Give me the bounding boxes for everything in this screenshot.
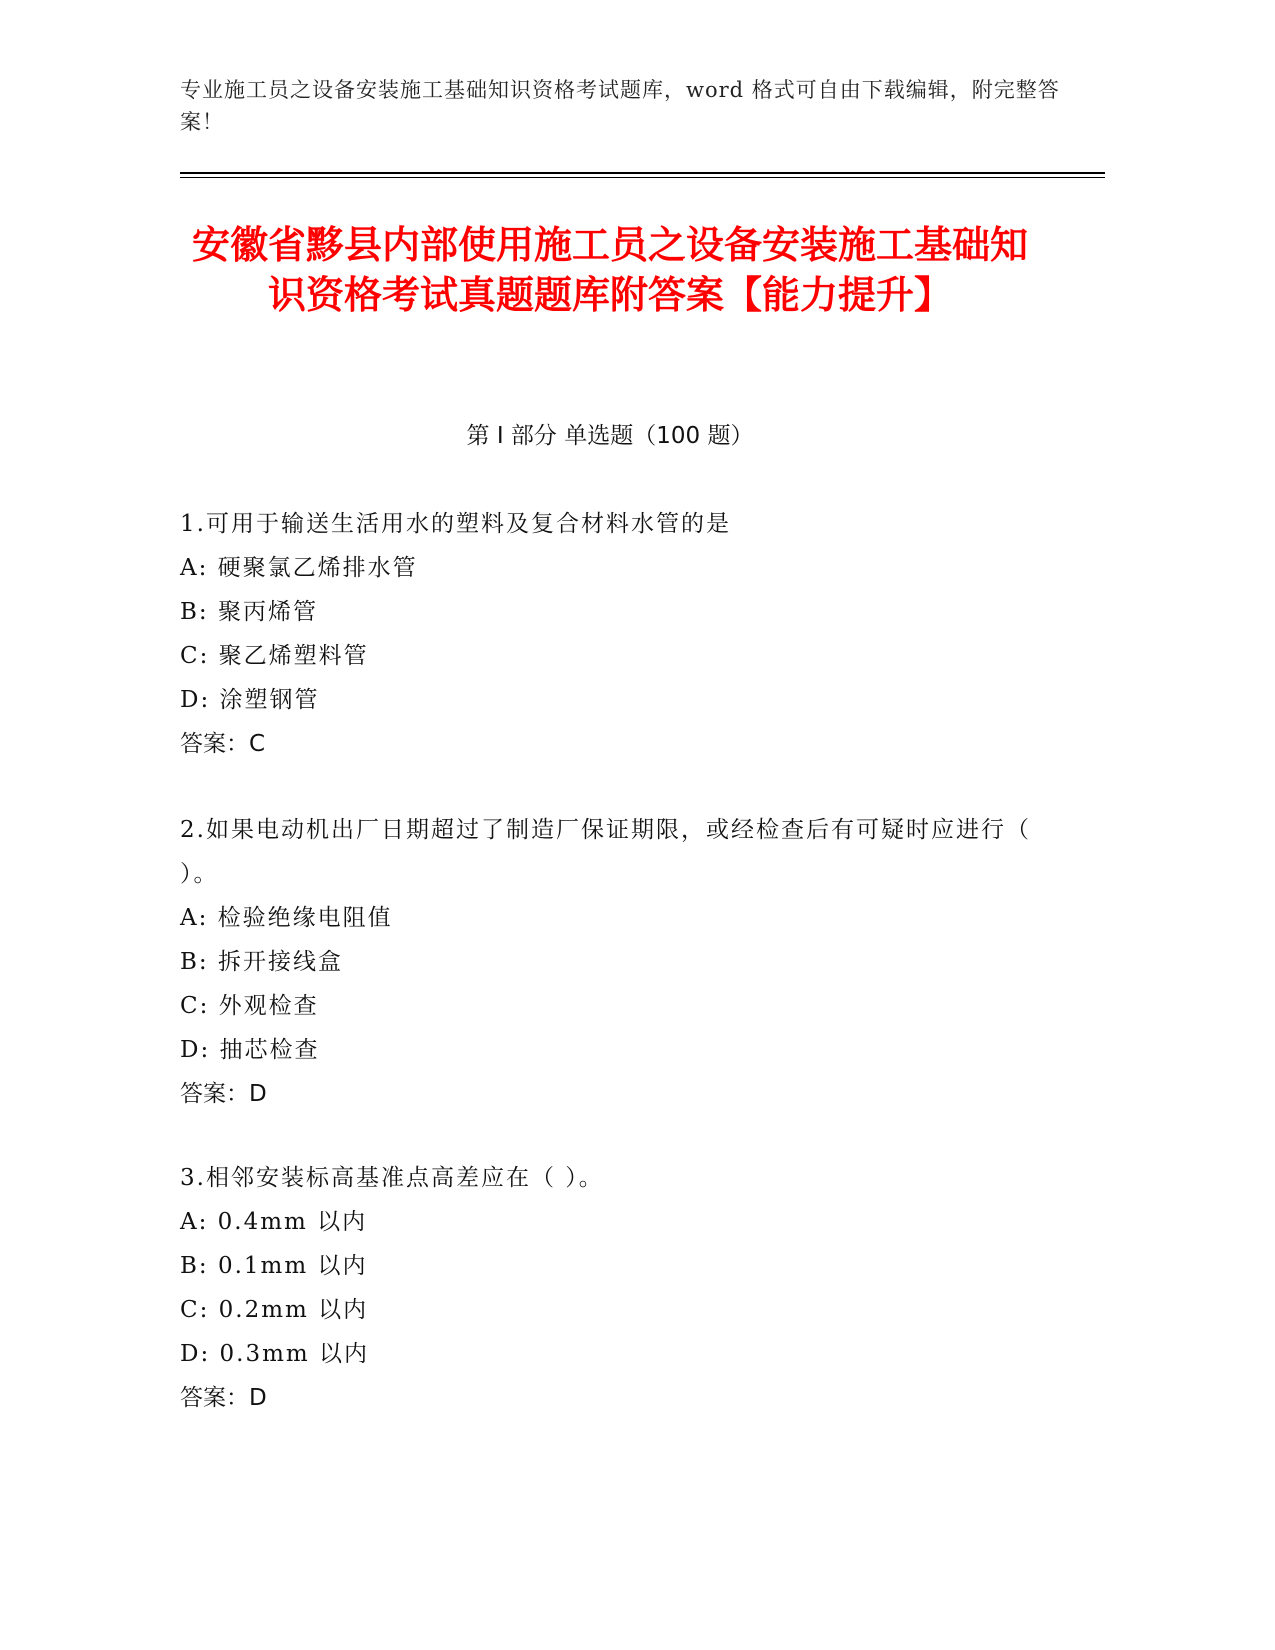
option-a: A: 检验绝缘电阻值 [180,905,393,931]
option-d: D: 0.3mm 以内 [180,1341,370,1367]
question-2 [180,808,1040,1116]
option-a: A: 硬聚氯乙烯排水管 [180,555,418,581]
option-b: B: 聚丙烯管 [180,599,318,625]
question-1 [180,502,1040,766]
option-c: C: 外观检查 [180,993,319,1019]
option-d: D: 涂塑钢管 [180,687,320,713]
option-b: B: 拆开接线盒 [180,949,343,975]
option-a: A: 0.4mm 以内 [180,1209,368,1235]
question-3 [180,1156,1040,1420]
option-c: C: 0.2mm 以内 [180,1297,369,1323]
answer: 答案：D [180,1385,267,1411]
answer: 答案：D [180,1081,267,1107]
option-c: C: 聚乙烯塑料管 [180,643,369,669]
question-stem: 3.相邻安装标高基准点高差应在（ ）。 [180,1165,604,1191]
question-stem: 2.如果电动机出厂日期超过了制造厂保证期限，或经检查后有可疑时应进行（ ）。 [180,817,1031,887]
option-d: D: 抽芯检查 [180,1037,320,1063]
header-divider-thin [180,177,1105,178]
header-note: 专业施工员之设备安装施工基础知识资格考试题库，word 格式可自由下载编辑，附完整答案！ [180,78,1060,134]
section-title: 第 I 部分 单选题（100 题） [466,423,754,449]
option-b: B: 0.1mm 以内 [180,1253,368,1279]
question-stem: 1.可用于输送生活用水的塑料及复合材料水管的是 [180,511,731,537]
answer: 答案：C [180,731,266,757]
document-title: 安徽省黟县内部使用施工员之设备安装施工基础知识资格考试真题题库附答案【能力提升】 [191,223,1028,317]
header-divider-thick [180,172,1105,174]
